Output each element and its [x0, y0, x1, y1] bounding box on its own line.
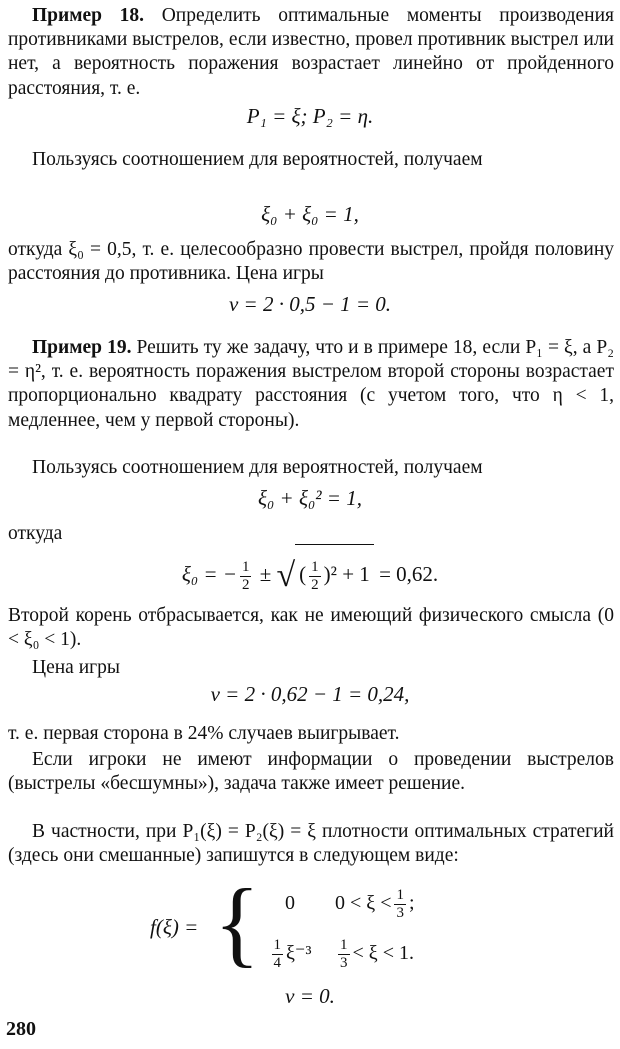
case-row-2	[250, 937, 414, 972]
paragraph-percent: т. е. первая сторона в 24% случаев выигрывает.	[8, 723, 400, 744]
formula-probabilities-text: P₁ = ξ; P₂ = η.	[246, 104, 374, 128]
paragraph-no-information: Если игроки не имеют информации о проведении выстрелов (выстрелы «бесшумны»), задача также имеет решение.	[8, 749, 614, 795]
formula-equation-1-text: ξ₀ + ξ₀ = 1,	[261, 202, 359, 226]
paragraph-relation-2: Пользуясь соотношением для вероятностей, получаем	[32, 457, 483, 478]
frac-num: 1	[241, 558, 250, 575]
formula-game-value-3-text: v = 0.	[285, 984, 335, 1008]
case-row-1	[250, 887, 415, 922]
example-18-heading: Пример 18.	[32, 5, 145, 26]
fraction-one-quarter	[272, 937, 284, 972]
paragraph-densities: В частности, при P₁(ξ) = P₂(ξ) = ξ плотности оптимальных стратегий (здесь они смешанные) запишутся в следующем виде:	[8, 821, 614, 867]
radicand: ( $\frac{1}{2}$ )² + 1	[295, 544, 374, 601]
formula-game-value-2-text: v = 2 · 0,62 − 1 = 0,24,	[210, 682, 410, 706]
paragraph-second-root: Второй корень отбрасывается, как не имеющий физического смысла (0 < ξ₀ < 1).	[8, 605, 614, 651]
formula-equation-2-text: ξ₀ + ξ₀² = 1,	[258, 486, 362, 510]
paragraph-game-price: Цена игры	[32, 657, 120, 678]
radicand-tail: )² + 1	[323, 562, 370, 586]
case-1-condition: 0 < ξ <	[335, 892, 392, 915]
formula-equation-2	[0, 484, 620, 512]
radical-sign: √	[276, 557, 296, 595]
frac-den: 2	[311, 576, 319, 593]
example-18-text: Определить оптимальные моменты производения противниками выстрелов, если известно, провел противник выстрел или нет, а вероятность поражения возрастает линейно от пройденного расстояния, т. е.	[8, 5, 615, 99]
plus-minus: ±	[259, 562, 272, 586]
frac-den: 3	[340, 955, 348, 971]
frac-num: 1	[340, 937, 348, 953]
formula-game-value-3	[0, 982, 620, 1010]
paragraph-half-distance: откуда ξ₀ = 0,5, т. е. целесообразно провести выстрел, пройдя половину расстояния до противника. Цена игры	[8, 239, 614, 285]
formula-piecewise-density	[150, 869, 490, 976]
fraction-one-third-2	[338, 937, 350, 972]
frac-num: 1	[396, 887, 404, 903]
case-2-condition: < ξ < 1.	[352, 942, 414, 965]
paragraph-whence: откуда	[8, 523, 63, 544]
fraction-one-third	[394, 887, 406, 922]
case-2-value	[250, 937, 330, 972]
page-number: 280	[6, 1018, 36, 1040]
paragraph-relation: Пользуясь соотношением для вероятностей, получаем	[32, 149, 483, 170]
density-lhs-text: f(ξ) =	[150, 915, 199, 939]
example-19-heading: Пример 19.	[32, 337, 132, 358]
fraction-one-half	[240, 559, 252, 594]
formula-equation-1	[0, 200, 620, 228]
fraction-one-half-inner	[309, 559, 321, 594]
example-18-paragraph	[8, 4, 614, 101]
formula-game-value-1-text: v = 2 · 0,5 − 1 = 0.	[228, 292, 392, 316]
case-2-power: ξ⁻³	[286, 942, 312, 965]
formula-game-value-1	[0, 290, 620, 318]
frac-num: 1	[311, 558, 319, 575]
root-lhs: ξ₀ = −	[181, 562, 237, 586]
frac-den: 4	[273, 955, 282, 971]
case-1-end: ;	[408, 892, 415, 915]
density-lhs	[150, 915, 198, 940]
formula-game-value-2	[0, 680, 620, 708]
formula-probabilities	[0, 102, 620, 130]
left-brace: {	[214, 869, 261, 976]
frac-den: 3	[396, 905, 404, 921]
case-1-value: 0	[285, 892, 295, 915]
frac-den: 2	[241, 576, 250, 593]
example-19-text: Решить ту же задачу, что и в примере 18, если P₁ = ξ, а P₂ = η², т. е. вероятность поражения выстрелом второй стороны возрастает пропорционально квадрату расстояния (с учетом того, что η < 1, медленнее, чем у первой стороны).	[8, 337, 615, 431]
example-19-paragraph	[8, 336, 614, 433]
formula-root	[0, 544, 620, 598]
root-result: = 0,62.	[379, 562, 439, 586]
frac-num: 1	[273, 937, 282, 953]
